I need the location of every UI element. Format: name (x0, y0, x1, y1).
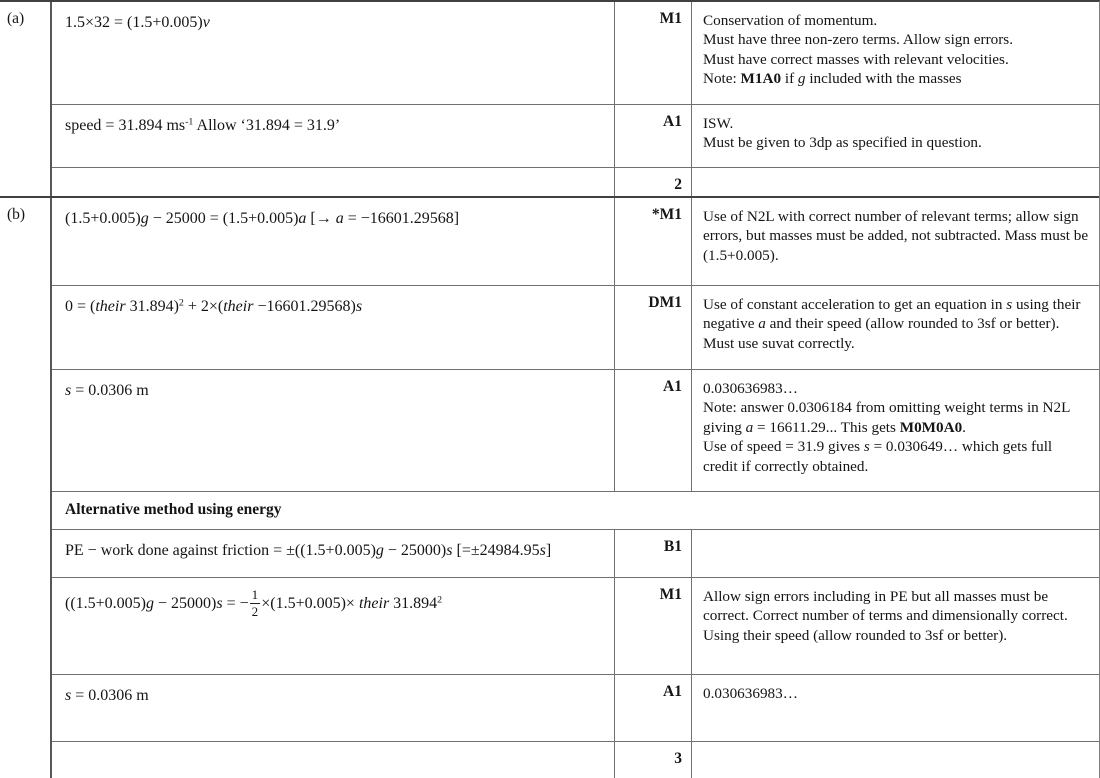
row-b-alternative-header (52, 492, 1099, 530)
text-run: Conservation of momentum. (703, 12, 878, 29)
fraction (250, 588, 261, 619)
mark-cell: A1 (615, 675, 692, 741)
mark-cell: M1 (615, 2, 692, 104)
text-run: − 25000) (154, 594, 217, 612)
mark-cell: A1 (615, 105, 692, 167)
text-run: s (355, 298, 363, 315)
text-run: M0M0A0 (899, 418, 963, 436)
text-run: speed = 31.894 ms (65, 117, 186, 134)
text-run: their (358, 594, 390, 612)
text-run: M1A0 (740, 70, 782, 88)
row-a-speed (52, 105, 1099, 168)
note-line (703, 626, 1089, 645)
text-run: Allow ‘31.894 = 31.9’ (193, 117, 341, 134)
section-b-rows (52, 198, 1099, 778)
note-line (703, 133, 1089, 152)
note-cell (692, 742, 1099, 778)
note-cell (692, 198, 1099, 285)
fraction-denominator: 2 (251, 603, 259, 619)
text-run: − 25000) (383, 542, 447, 559)
note-line (703, 587, 1089, 626)
working-cell (52, 578, 615, 674)
text-run: using their negative (703, 296, 1081, 333)
text-run: = −16601.29568] (343, 210, 460, 227)
text-run: 0.030636983… (703, 380, 798, 397)
note-line (703, 69, 1089, 88)
note-line (703, 50, 1089, 69)
note-cell (692, 370, 1099, 491)
row-b-n2l (52, 198, 1099, 286)
text-run: s (863, 438, 870, 456)
text-run: -1 (185, 116, 194, 128)
working-cell (52, 530, 615, 577)
text-run: ] (545, 542, 552, 559)
subheading-cell (52, 492, 1099, 529)
text-run: 2 (437, 594, 443, 606)
mark-cell: M1 (615, 578, 692, 674)
text-run: PE − work done against friction = ±((1.5+0.005) (65, 542, 376, 559)
text-run: v (202, 14, 210, 31)
text-run: a (745, 418, 754, 436)
text-run: Allow sign errors including in PE but all masses must be correct. Correct number of terms and dimensionally correct. (703, 588, 1068, 625)
part-label-b: (b) (0, 198, 52, 778)
mark-cell: *M1 (615, 198, 692, 285)
text-run: Note: answer 0.0306184 from omitting weight terms in N2L giving (703, 399, 1070, 436)
note-line (703, 114, 1089, 133)
note-line (703, 295, 1089, 353)
fraction-numerator: 1 (251, 587, 259, 602)
text-run: = 0.030649… which gets full credit if correctly obtained. (703, 438, 1053, 475)
text-run: g (146, 594, 155, 612)
text-run: = 0.0306 m (71, 382, 149, 399)
text-run: and their speed (allow rounded to 3sf or better). Must use suvat correctly. (703, 315, 1060, 352)
text-run: s (539, 542, 546, 559)
text-run: Use of N2L with correct number of relevant terms; allow sign errors, but masses must be added, not subtracted. Mass must be (1.5+0.005). (703, 208, 1089, 264)
text-run: 31.894 (389, 594, 438, 612)
text-run: [=±24984.95 (452, 542, 540, 559)
text-run: 2 (178, 297, 184, 309)
text-run: if (781, 70, 798, 88)
row-b-energy-equation (52, 578, 1099, 675)
text-run: Alternative method using energy (65, 501, 282, 518)
text-run: a (335, 210, 344, 227)
text-run: Use of speed = 31.9 gives (703, 438, 864, 456)
text-run: 0.030636983… (703, 685, 798, 702)
text-run: ×(1.5+0.005)× (261, 594, 359, 612)
text-run: their (223, 298, 254, 315)
note-cell (692, 675, 1099, 741)
text-run: 0 = ( (65, 298, 96, 315)
working-cell (52, 742, 615, 778)
working-cell (52, 168, 615, 196)
text-run: . (962, 418, 966, 436)
text-run: = 16611.29... This gets (753, 418, 900, 436)
working-cell (52, 105, 615, 167)
row-a-total (52, 168, 1099, 196)
text-run: their (95, 298, 126, 315)
note-line (703, 398, 1089, 437)
working-cell (52, 675, 615, 741)
text-run: = − (222, 594, 249, 612)
working-cell (52, 2, 615, 104)
part-label-a: (a) (0, 2, 52, 196)
note-cell (692, 105, 1099, 167)
text-run: 31.894) (125, 298, 179, 315)
note-line (703, 379, 1089, 398)
working-cell (52, 286, 615, 369)
text-run: s (65, 382, 72, 399)
text-run: Use of constant acceleration to get an equation in (703, 296, 1007, 313)
section-a (0, 2, 1099, 196)
section-b (0, 196, 1099, 778)
text-run: s (65, 687, 72, 704)
text-run: −16601.29568) (253, 298, 356, 315)
note-cell (692, 286, 1099, 369)
section-a-rows (52, 2, 1099, 196)
text-run: included with the masses (805, 70, 962, 88)
text-run: − 25000 = (1.5+0.005) (148, 210, 299, 227)
note-line (703, 11, 1089, 30)
text-run: Must be given to 3dp as specified in question. (703, 134, 982, 152)
text-run: s (216, 594, 223, 612)
mark-cell: B1 (615, 530, 692, 577)
note-line (703, 684, 1089, 703)
note-cell (692, 578, 1099, 674)
working-cell (52, 198, 615, 285)
text-run: (1.5+0.005) (65, 210, 141, 227)
text-run: g (140, 210, 149, 227)
text-run: g (797, 70, 806, 88)
working-cell (52, 370, 615, 491)
text-run: = 0.0306 m (71, 687, 149, 704)
note-line (703, 30, 1089, 49)
mark-cell: A1 (615, 370, 692, 491)
text-run: Must have three non-zero terms. Allow sign errors. (703, 31, 1014, 49)
text-run: ISW. (703, 115, 734, 132)
row-a-momentum (52, 2, 1099, 105)
text-run: a (758, 315, 766, 333)
text-run: s (1006, 296, 1013, 313)
mark-cell: 3 (615, 742, 692, 778)
mark-cell: 2 (615, 168, 692, 196)
text-run: Must have correct masses with relevant velocities. (703, 50, 1009, 68)
note-line (703, 207, 1089, 265)
note-cell (692, 168, 1099, 196)
row-b-suvat (52, 286, 1099, 370)
note-cell (692, 2, 1099, 104)
text-run: s (446, 542, 453, 559)
note-line (703, 437, 1089, 476)
mark-cell: DM1 (615, 286, 692, 369)
note-cell (692, 530, 1099, 577)
row-b-energy-pe (52, 530, 1099, 578)
text-run: Note: (703, 70, 741, 88)
text-run: Using their speed (allow rounded to 3sf or better). (703, 626, 1008, 644)
text-run: a (298, 210, 307, 227)
row-b-total (52, 742, 1099, 778)
row-b-answer (52, 370, 1099, 492)
text-run: 1.5×32 = (1.5+0.005) (65, 14, 203, 31)
text-run: ((1.5+0.005) (65, 594, 147, 612)
text-run: [→ (306, 210, 336, 227)
row-b-energy-answer (52, 675, 1099, 742)
text-run: + 2×( (183, 298, 224, 315)
text-run: g (375, 542, 384, 559)
